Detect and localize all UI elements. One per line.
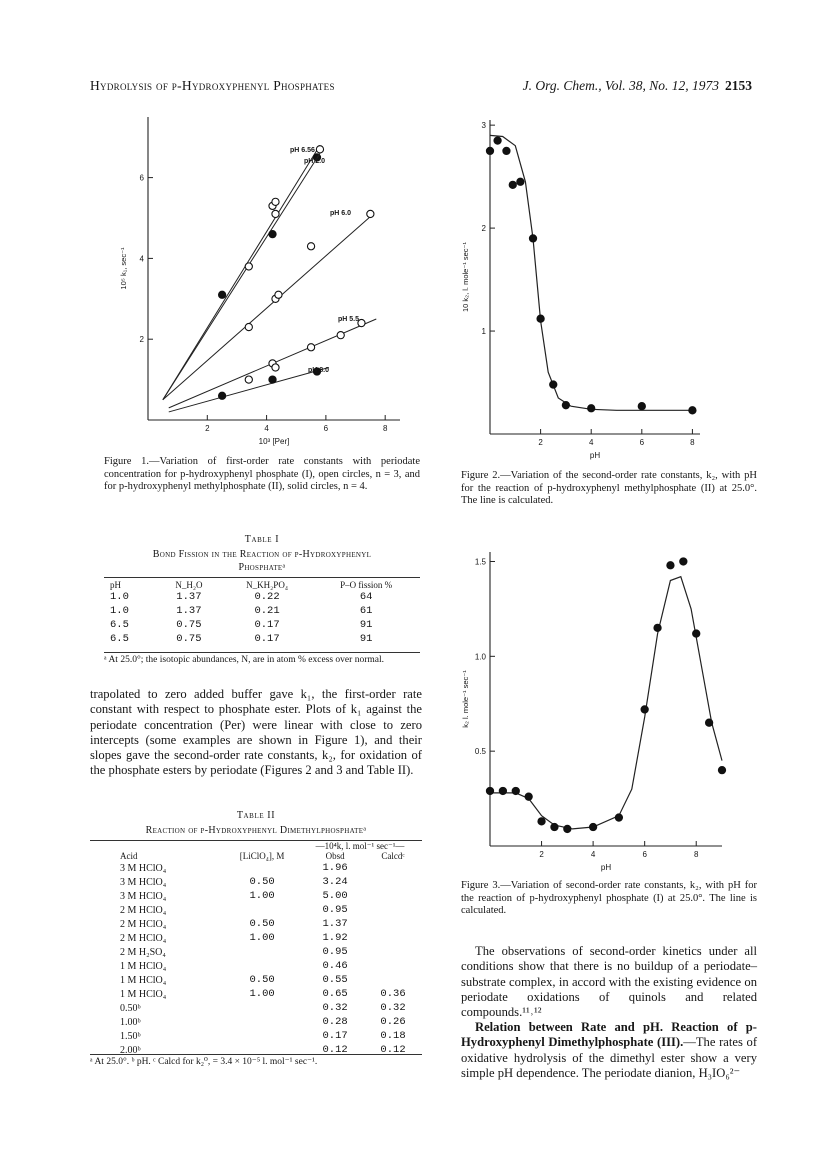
table-2-cell: 0.50	[249, 918, 275, 930]
table-2-cell: 3 M HClO₄	[120, 876, 167, 888]
table-2-cell: 0.32	[380, 1002, 406, 1014]
table-2-cell: 1.00	[249, 932, 275, 944]
fig2-x-axis-label: pH	[589, 451, 601, 460]
table-2-cell	[218, 903, 306, 917]
table-2-cell: 0.36	[380, 988, 406, 1000]
table-1-cell: 1.0	[110, 605, 129, 617]
table-2-cell: 0.65	[322, 988, 348, 1000]
table-1-top-rule	[104, 577, 420, 578]
fig2-x-tick-label: 8	[690, 438, 695, 447]
fig1-y-axis-label: 10⁵ k₁, sec⁻¹	[119, 247, 128, 290]
table-2-cell: 2 M HClO₄	[120, 932, 167, 944]
table-2-row	[90, 917, 422, 931]
fig1-series-line	[163, 214, 373, 400]
fig2-data-point	[529, 235, 536, 242]
fig1-open-point	[316, 146, 323, 153]
fig1-open-point	[245, 263, 252, 270]
table-2-cell	[364, 917, 422, 931]
table-2-row	[90, 903, 422, 917]
fig1-series-line	[163, 145, 320, 400]
table-2-cell	[364, 973, 422, 987]
table-2-cell	[364, 931, 422, 945]
fig3-x-axis-label: pH	[600, 863, 612, 872]
table-2-row	[90, 931, 422, 945]
table-2-row	[90, 861, 422, 875]
fig1-x-tick-label: 2	[205, 424, 210, 433]
table-2-cell: 1 M HClO₄	[120, 988, 167, 1000]
table-1-cell: 0.75	[176, 633, 202, 645]
fig2-calculated-line	[490, 135, 692, 410]
table-1-cell: 91	[359, 619, 373, 631]
table-1-footnote: ᵃ At 25.0°; the isotopic abundances, N, are in atom % excess over normal.	[104, 655, 384, 665]
table-2-cell: 0.50	[249, 876, 275, 888]
table-1-cell: 0.17	[254, 633, 280, 645]
table-2-row	[90, 875, 422, 889]
figure-2-chart	[460, 112, 760, 472]
table-1-row	[104, 604, 420, 618]
table-1-cell: 6.5	[110, 633, 129, 645]
table-1-cell: 0.17	[254, 619, 280, 631]
fig3-data-point	[564, 825, 571, 832]
table-2-header-row	[90, 851, 422, 861]
fig2-data-point	[509, 181, 516, 188]
fig3-data-point	[525, 793, 532, 800]
fig2-y-tick-label: 3	[481, 121, 486, 131]
fig1-y-tick-label: 2	[139, 335, 144, 345]
table-2-col-obsd: Obsd	[325, 851, 345, 861]
table-1-subtitle: Bond Fission in the Reaction of p-Hydroxyphenyl Phosphateᵃ	[152, 549, 372, 573]
table-1-col-ph: pH	[110, 580, 121, 590]
fig3-y-axis-label: k₂ l. mole⁻¹ sec⁻¹	[461, 670, 470, 728]
table-1-col-fission: P–O fission %	[340, 580, 393, 590]
table-1-cell: 1.0	[110, 591, 129, 603]
fig1-solid-point	[219, 291, 226, 298]
table-2-cell: 2.00ᵇ	[120, 1044, 141, 1056]
table-2-cell	[218, 861, 306, 875]
table-2-cell: 0.32	[322, 1002, 348, 1014]
table-1-bottom-rule	[104, 652, 420, 653]
table-2-cell: 2 M HClO₄	[120, 918, 167, 930]
table-2-cell: 0.18	[380, 1030, 406, 1042]
table-1	[104, 580, 420, 646]
table-2-cell	[364, 903, 422, 917]
table-1-col-nh2o: N_H₂O	[175, 580, 203, 590]
fig2-y-tick-label: 1	[481, 327, 486, 337]
table-2-row	[90, 973, 422, 987]
table-2-cell	[218, 1015, 306, 1029]
table-1-cell: 1.37	[176, 605, 202, 617]
fig2-data-point	[486, 147, 493, 154]
fig3-data-point	[680, 558, 687, 565]
table-2-row	[90, 1015, 422, 1029]
fig1-series-label: pH 2.0	[304, 158, 326, 165]
table-2-footnote: ᵃ At 25.0°. ᵇ pH. ᶜ Calcd for k₂⁰, = 3.4 × 10⁻⁵ l. mol⁻¹ sec⁻¹.	[90, 1057, 318, 1067]
fig3-data-point	[654, 624, 661, 631]
table-2-cell: 5.00	[322, 890, 348, 902]
table-1-cell: 0.22	[254, 591, 280, 603]
table-2-cell: 0.95	[322, 904, 348, 916]
fig1-open-point	[272, 364, 279, 371]
table-2-cell	[218, 1029, 306, 1043]
fig1-x-axis-label: 10³ [Per]	[258, 437, 290, 446]
fig3-data-point	[667, 562, 674, 569]
fig2-data-point	[588, 405, 595, 412]
figure-3-caption: Figure 3.—Variation of second-order rate constants, k₂, with pH for the reaction of p-hydroxyphenyl phosphate (I) at 25.0°. The line is calculated.	[461, 880, 757, 916]
table-1-header-row	[104, 580, 420, 590]
table-2-cell: 3 M HClO₄	[120, 890, 167, 902]
table-1-row	[104, 632, 420, 646]
table-1-title: Table I	[244, 534, 280, 545]
table-2-cell: 0.12	[380, 1044, 406, 1056]
table-2-title: Table II	[236, 810, 276, 821]
table-2-cell	[364, 959, 422, 973]
fig3-x-tick-label: 6	[642, 850, 647, 859]
fig1-x-tick-label: 6	[323, 424, 329, 433]
fig1-open-point	[307, 243, 314, 250]
fig1-solid-point	[219, 392, 226, 399]
fig1-series-line	[169, 367, 329, 411]
table-2-cell: 1.96	[322, 862, 348, 874]
fig2-x-tick-label: 6	[639, 438, 645, 447]
fig3-data-point	[486, 787, 493, 794]
table-2-row	[90, 945, 422, 959]
fig2-x-tick-label: 4	[588, 438, 594, 447]
fig1-x-tick-label: 8	[382, 424, 388, 433]
table-2-col-acid: Acid	[120, 851, 138, 861]
table-1-cell: 0.21	[254, 605, 280, 617]
table-1-row	[104, 590, 420, 604]
fig3-data-point	[641, 706, 648, 713]
table-2-cell: 1 M HClO₄	[120, 960, 167, 972]
table-2-row	[90, 959, 422, 973]
table-2-row	[90, 1001, 422, 1015]
table-2-col-liclo4: [LiClO₄], M	[239, 851, 285, 861]
fig1-open-point	[275, 291, 282, 298]
table-2-row	[90, 987, 422, 1001]
fig2-y-tick-label: 2	[481, 224, 486, 234]
fig2-x-tick-label: 2	[538, 438, 543, 447]
fig3-data-point	[499, 787, 506, 794]
fig3-x-tick-label: 2	[539, 850, 544, 859]
table-2-cell	[364, 889, 422, 903]
figure-1-chart	[100, 112, 420, 452]
table-2-cell: 1.50ᵇ	[120, 1030, 141, 1042]
figure-1-caption: Figure 1.—Variation of first-order rate constants with periodate concentration for p-hydroxyphenyl phosphate (I), open circles, n = 3, and for p-hydroxyphenyl methylphosphate (II), solid circles, n = 4.	[104, 456, 420, 492]
fig3-y-tick-label: 1.0	[474, 652, 486, 662]
table-2-cell: 3 M HClO₄	[120, 862, 167, 874]
fig3-data-point	[706, 719, 713, 726]
fig3-data-point	[538, 818, 545, 825]
table-2-group-header: —10⁴k, l. mol⁻¹ sec⁻¹—	[315, 841, 405, 851]
table-1-col-nkh2po4: N_KH₂PO₄	[246, 580, 288, 590]
table-2-bottom-rule	[90, 1054, 422, 1055]
table-1-row	[104, 618, 420, 632]
table-2-cell: 0.95	[322, 946, 348, 958]
fig1-open-point	[272, 210, 279, 217]
fig2-data-point	[638, 403, 645, 410]
table-2-subtitle: Reaction of p-Hydroxyphenyl Dimethylphosphateᵃ	[145, 825, 367, 836]
fig2-data-point	[517, 178, 524, 185]
fig3-x-tick-label: 4	[590, 850, 596, 859]
table-2-cell: 0.50	[249, 974, 275, 986]
fig1-y-tick-label: 6	[139, 173, 144, 183]
fig3-data-point	[693, 630, 700, 637]
body-text-right-para2	[461, 1020, 757, 1081]
table-2-cell	[218, 959, 306, 973]
table-2-cell: 1.00ᵇ	[120, 1016, 141, 1028]
table-2-row	[90, 1029, 422, 1043]
fig1-open-point	[367, 210, 374, 217]
table-2	[90, 851, 422, 1057]
fig1-solid-point	[269, 376, 276, 383]
table-2-cell	[364, 875, 422, 889]
fig1-solid-point	[269, 231, 276, 238]
table-2-cell: 0.50ᵇ	[120, 1002, 141, 1014]
fig2-data-point	[550, 381, 557, 388]
fig3-x-tick-label: 8	[693, 850, 699, 859]
section-heading: Relation between Rate and pH. Reaction of p-Hydroxyphenyl Dimethylphosphate (III).	[461, 1020, 757, 1050]
table-2-cell	[364, 861, 422, 875]
table-2-col-calcd: Calcdᶜ	[381, 851, 405, 861]
table-2-cell: 1.37	[322, 918, 348, 930]
fig3-data-point	[615, 814, 622, 821]
table-2-cell: 1.00	[249, 890, 275, 902]
fig1-series-label: pH 8.0	[308, 367, 330, 374]
fig2-y-axis-label: 10 k₂, l. mole⁻¹ sec⁻¹	[461, 241, 470, 313]
fig1-x-tick-label: 4	[264, 424, 269, 433]
section-text: —The rates of oxidative hydrolysis of the dimethyl ester show a very simple pH dependence. The periodate dianion, H₃IO₆²⁻	[461, 1035, 758, 1080]
table-1-cell: 91	[359, 633, 373, 645]
table-1-cell: 61	[359, 605, 373, 617]
table-2-cell: 2 M H₂SO₄	[120, 946, 166, 958]
body-text-right-para1: The observations of second-order kinetics under all conditions show that there is no buildup of a periodate–substrate complex, in accord with the existing evidence on periodate oxidations of quinols and related compounds.¹¹˒¹²	[461, 944, 757, 1020]
fig3-data-point	[512, 787, 519, 794]
table-1-cell: 6.5	[110, 619, 129, 631]
table-2-cell: 2 M HClO₄	[120, 904, 167, 916]
fig1-open-point	[337, 332, 344, 339]
table-2-cell: 0.55	[322, 974, 348, 986]
fig1-series-line	[163, 153, 320, 399]
table-2-row	[90, 889, 422, 903]
fig2-data-point	[562, 402, 569, 409]
table-1-cell: 64	[359, 591, 373, 603]
fig2-data-point	[503, 147, 510, 154]
fig3-data-point	[718, 767, 725, 774]
fig1-open-point	[245, 323, 252, 330]
page-number: 2153	[725, 78, 752, 93]
journal-name: J. Org. Chem., Vol. 38, No. 12, 1973	[522, 78, 719, 93]
figure-3-chart	[460, 548, 760, 878]
table-1-cell: 1.37	[176, 591, 202, 603]
table-2-cell	[218, 945, 306, 959]
table-2-cell	[218, 1001, 306, 1015]
table-2-cell: 0.17	[322, 1030, 348, 1042]
fig1-open-point	[272, 198, 279, 205]
table-2-cell: 1 M HClO₄	[120, 974, 167, 986]
body-text-left: trapolated to zero added buffer gave k₁, the first-order rate constant with respect to phosphate ester. Plots of k₁ against the periodate concentration (Per) were linear with close to zero intercepts (some examples are shown in Figure 1), and their slopes gave the second-order rate constants, k₂, for oxidation of the phosphate esters by periodate (Figures 2 and 3 and Table II).	[90, 687, 422, 778]
journal-citation	[523, 78, 752, 94]
fig3-calculated-line	[490, 577, 722, 829]
table-2-cell: 0.28	[322, 1016, 348, 1028]
table-2-cell: 3.24	[322, 876, 348, 888]
fig1-y-tick-label: 4	[139, 254, 144, 264]
fig1-open-point	[245, 376, 252, 383]
fig3-y-tick-label: 1.5	[474, 557, 486, 567]
running-head: Hydrolysis of p-Hydroxyphenyl Phosphates	[90, 78, 335, 93]
table-2-cell: 0.26	[380, 1016, 406, 1028]
fig1-series-label: pH 6.56	[290, 147, 315, 154]
table-2-cell: 1.00	[249, 988, 275, 1000]
fig1-series-label: pH 6.0	[330, 210, 352, 217]
table-2-cell: 0.12	[322, 1044, 348, 1056]
fig2-data-point	[494, 137, 501, 144]
fig1-open-point	[307, 344, 314, 351]
fig2-data-point	[537, 315, 544, 322]
fig2-data-point	[689, 407, 696, 414]
table-2-cell: 0.46	[322, 960, 348, 972]
fig3-data-point	[590, 823, 597, 830]
table-2-cell: 1.92	[322, 932, 348, 944]
fig3-y-tick-label: 0.5	[474, 747, 486, 757]
fig3-data-point	[551, 823, 558, 830]
fig1-series-label: pH 5.5	[338, 316, 360, 323]
figure-2-caption: Figure 2.—Variation of the second-order rate constants, k₂, with pH for the reaction of p-hydroxyphenyl methylphosphate (II) at 25.0°. The line is calculated.	[461, 470, 757, 506]
table-2-cell	[364, 945, 422, 959]
table-1-cell: 0.75	[176, 619, 202, 631]
